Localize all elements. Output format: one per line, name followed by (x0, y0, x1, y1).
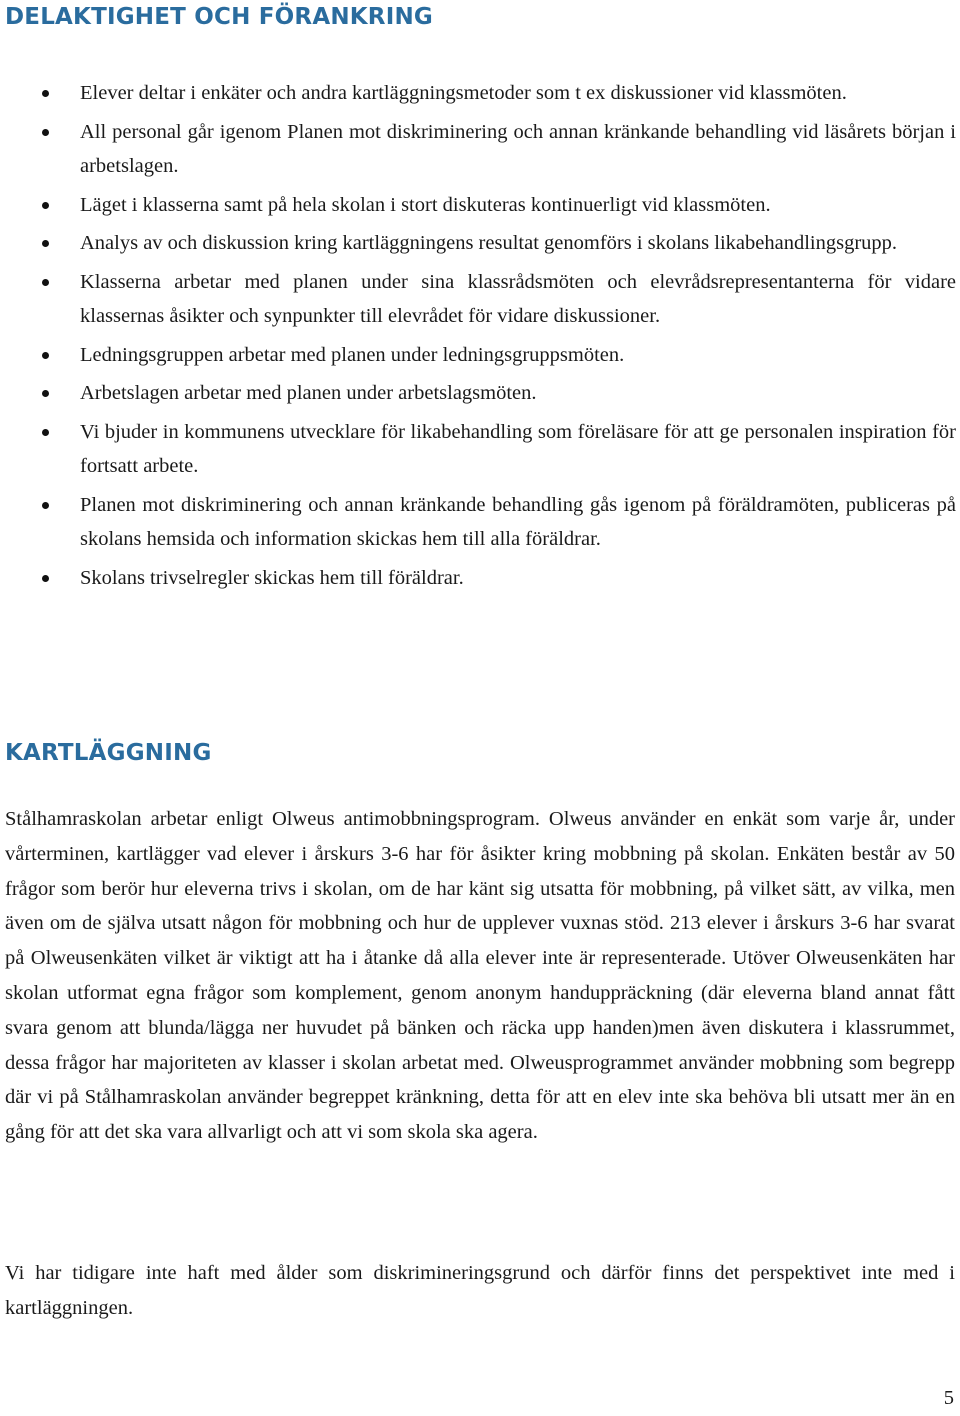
bullet-icon (42, 129, 49, 136)
body-paragraph-olweus: Stålhamraskolan arbetar enligt Olweus antimobbningsprogram. Olweus använder en enkät som varje år, under vårterminen, kartlägger vad elever i årskurs 3-6 har för åsikter kring mobbning på skolan. Enkäten består av 50 frågor som berör hur eleverna trivs i skolan, om de har känt sig utsatta för mobbning, på vilket sätt, av vilka, men även om de själva utsatt någon för mobbning och hur de upplever vuxnas stöd. 213 elever i årskurs 3-6 har svarat på Olweusenkäten vilket är viktigt att ha i åtanke då alla elever inte är representerade. Utöver Olweusenkäten har skolan utformat egna frågor som komplement, genom anonym handuppräckning (där eleverna bland annat fått svara genom att blunda/lägga ner huvudet på bänken och räcka upp handen)men även diskutera i klassrummet, dessa frågor har majoriteten av klasser i skolan arbetat med. Olweusprogrammet använder mobbning som begrepp där vi på Stålhamraskolan använder begreppet kränkning, detta för att en elev inte ska behöva bli utsatt mer än en gång för att det ska vara allvarligt och att vi som skola ska agera. (5, 808, 955, 1144)
list-item (0, 415, 960, 484)
list-item-text: Arbetslagen arbetar med planen under arbetslagsmöten. (80, 382, 537, 404)
list-item-text: Planen mot diskriminering och annan kränkande behandling gås igenom på föräldramöten, publiceras på skolans hemsida och information skickas hem till alla föräldrar. (80, 493, 956, 550)
list-item-text: Elever deltar i enkäter och andra kartläggningsmetoder som t ex diskussioner vid klassmöten. (80, 82, 847, 104)
bullet-icon (42, 240, 49, 247)
bullet-icon (42, 575, 49, 582)
list-item (0, 265, 960, 334)
list-item (0, 338, 960, 373)
list-item-text: Ledningsgruppen arbetar med planen under ledningsgruppsmöten. (80, 343, 625, 366)
list-item (0, 561, 960, 596)
list-item-text: Analys av och diskussion kring kartläggningens resultat genomförs i skolans likabehandlingsgrupp. (80, 232, 898, 254)
body-paragraph-alder: Vi har tidigare inte haft med ålder som diskrimineringsgrund och därför finns det perspektivet inte med i kartläggningen. (5, 1262, 955, 1319)
bullet-icon (42, 352, 49, 359)
list-item (0, 115, 960, 184)
list-item (0, 376, 960, 411)
bullet-icon (42, 390, 49, 397)
page-number: 5 (943, 1387, 954, 1409)
bullet-icon (42, 90, 49, 97)
section-heading-kartlaggning: KARTLÄGGNING (5, 740, 212, 766)
list-item-text: Skolans trivselregler skickas hem till föräldrar. (80, 566, 464, 589)
list-item (0, 188, 960, 223)
list-item (0, 226, 960, 261)
bullet-icon (42, 279, 49, 286)
list-item-text: Läget i klasserna samt på hela skolan i stort diskuteras kontinuerligt vid klassmöten. (80, 193, 771, 216)
bullet-icon (42, 202, 49, 209)
bullet-icon (42, 429, 49, 436)
list-item (0, 488, 960, 557)
list-item-text: All personal går igenom Planen mot diskriminering och annan kränkande behandling vid läsårets början i arbetslagen. (80, 120, 956, 177)
list-item-text: Vi bjuder in kommunens utvecklare för likabehandling som föreläsare för att ge personalen inspiration för fortsatt arbete. (80, 420, 956, 477)
bullet-icon (42, 502, 49, 509)
list-item-text: Klasserna arbetar med planen under sina klassrådsmöten och elevrådsrepresentanterna för vidare klassernas åsikter och synpunkter till elevrådet för vidare diskussioner. (80, 270, 956, 327)
bullet-list (0, 76, 960, 599)
section-heading-delaktighet: DELAKTIGHET OCH FÖRANKRING (5, 4, 433, 30)
list-item (0, 76, 960, 111)
